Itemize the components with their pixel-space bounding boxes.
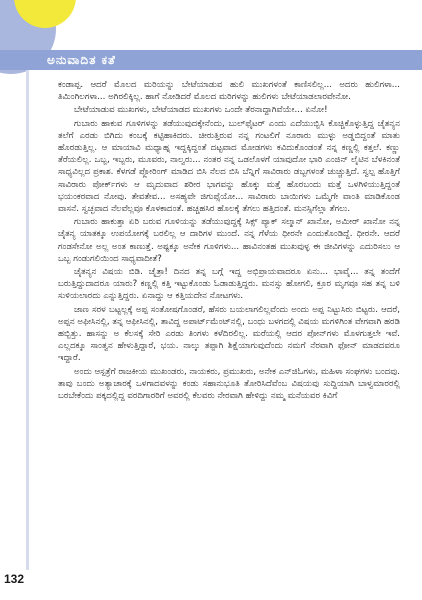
paragraph: ಗುಬಾರು ಹಾಕುತ್ತಾ ಏರಿ ಬರುವ ಗೂಳಿಯನ್ನು ತಡೆಯುವುದ್ದಕ್ಕೆ ಸಿಕ್ಸ್ ಪ್ಯಾಕ್ ಸಲ್ಮಾನ್ ಖಾನೋ, ಅಮೀರ್ ಖಾನೋ ನನ್ನ ಚೈತನ್ಯ ಯಾತಕ್ಕೂ ಉಪಯೋಗಕ್ಕೆ ಬರಲಿಲ್ಲ ಆ ದಾರಿಗಳ ಮುಂದೆ. ನನ್ನ ಗೆಳೆಯ ಧೀರನೇ ಎಂದುಕೊಂಡಿದ್ದೆ. ಧೀರನೇ. ಆದರೆ ಗಂಡಸೇನೋ ಅಲ್ಲ ಅಂತ ಕಾಣುತ್ತೆ. ಅಷ್ಟಕ್ಕೂ ಅನೇಕ ಗೂಳಿಗಳು... ಹಾವಿನಂತಹ ಮುಖವುಳ್ಳ ಈ ಜೀವಿಗಳನ್ನು ಎದುರಿಸಲು ಆ ಒಬ್ಬ ಗಂಡುಗಲಿಯಿಂದ ಸಾಧ್ಯವಾದೀತೆ? — [58, 217, 400, 264]
story-body — [58, 79, 400, 403]
paragraph: ಅಂದು ಆಸ್ಪತ್ರೆಗೆ ರಾಜಕೀಯ ಮುಖಂಡರು, ನಾಯಕರು, ಪ್ರಮುಖರು, ಅನೇಕ ಎನ್‌ಜಿಓಗಳು, ಮಹಿಳಾ ಸಂಘಗಳು ಬಂದವು. ತಾವು ಬಂದು ಅತ್ಯಾಚಾರಕ್ಕೆ ಒಳಗಾದವಳನ್ನು ಕಂಡು ಸಹಾನುಭೂತಿ ತೋರಿಸಿದೆವೆಂಬ ವಿಷಯವು ಸುದ್ದಿಯಾಗಿ ಬಾಳ್ವಮಾರರಲ್ಲಿ ಬರಬೇಕೆಂದು ಪಕ್ಕದಲ್ಲಿದ್ದ ವರದಿಗಾರರಿಗೆ ಅವರಲ್ಲಿ ಕೆಲವರು ನೇರವಾಗಿ ಹೇಳಿದ್ದು ನಮ್ಮ ಮನೆಯವರ ಕಿವಿಗೆ — [58, 366, 400, 402]
left-margin-rule — [26, 70, 29, 570]
page-number: 132 — [4, 572, 25, 586]
paragraph: ಬೇಟೆಯಾಡುವ ಮುಖಗಳು, ಬೇಟೆಯಾಡದ ಮುಖಗಳು ಒಂದೇ ತೆರನಾದ್ದಾಗಿವೆಯೇ... ಏನೋ! — [74, 105, 328, 116]
paragraph: ಕಂಡಾಪ್ಪ. ಆದರೆ ಮೊಲದ ಮರಿಯನ್ನು ಬೇಟೆಯಾಡುವ ಹುಲಿ ಮುಖಗಳಂತೆ ಕಾಣಿಸಲಿಲ್ಲ... ಅದರು ಹುಲಿಗಳಾ... ತಿಮಿಂಗಿಲಗಳಾ... ಅಗಿರಲಿಕ್ಕಿಲ್ಲ. ಹಾಗೆ ನೋಡಿದರೆ ಮೊಲದ ಮರಿಗಳನ್ನು ಹುಲಿಗಳು ಬೇಟೆಯಾಡಲಾರವೇನೋ. — [58, 80, 400, 103]
section-title: ಅನುವಾದಿತ ಕತೆ — [47, 53, 116, 67]
paragraph: ಚೈತನ್ಯನ ವಿಷಯ ಬಿಡಿ. ಚೈತ್ರಾ! ದಿನದ ತನ್ನ ಬಗ್ಗೆ ಇದ್ದ ಅಭಿಪ್ರಾಯವಾದರೂ ಏನು... ಭಾವೈ... ತನ್ನ ತಂದೆಗೆ ಬರುತ್ತಿದ್ದುದಾದರೂ ಯಾರು? ಕಣ್ಣಲ್ಲಿ ಕತ್ತಿ ಇಟ್ಟುಕೊಂಡು ಓಡಾಡುತ್ತಿದ್ದರು. ಮನಸ್ಸು ಹೋಗಲಿ, ಕ್ರೂರ ಮೃಗವೂ ಸಹ ತನ್ನ ಬಳಿ ಸುಳಿಯಲಾರದು ಎನ್ನುತ್ತಿದ್ದರು. ಏನಾದ್ದು ಆ ಕತ್ತಿಯದೇನ ನೋಟಗಳು. — [58, 267, 400, 302]
paragraph: ಗುಬಾರು ಹಾಕುವ ಗೂಳಿಗಳನ್ನು ತಡೆಯುವುದಕ್ಕೇನೆಂದು, ಬುಲ್‌ಫೈಟರ್ ಎಂದು ಎದೆಯುಬ್ಬಿಸಿ ಕೊಚ್ಚಿಕೊಳ್ಳುತ್ತಿದ್ದ ಚೈತನ್ಯನ ತಲೆಗೆ ಎರಡು ಬಿಗಿದು ಕಂಬಕ್ಕೆ ಕಟ್ಟಿಹಾಕಿದರು. ಚೀರುತ್ತಿರುವ ನನ್ನ ಗಂಟಲಿಗೆ ನೂರಾರು ಮುಳ್ಳು ಅಡ್ಡಬಿದ್ದಂತೆ ಮಾತು ಹೊರಡುತ್ತಿಲ್ಲ. ಆ ಮಾಯಾವಿ ಮಧ್ಯಾಹ್ನ ಇದ್ದಕ್ಕಿದ್ದಂತೆ ದಟ್ಟವಾದ ಮೋಡಗಳು ಕವಿದುಕೊಂಡಂತೆ ನನ್ನ ಕಣ್ಣಲ್ಲಿ ಕತ್ತಲೆ. ಕಣ್ಣು ತೆರೆಯಲಿಲ್ಲ. ಒಬ್ಬ, ಇಬ್ಬರು, ಮೂವರು, ನಾಲ್ವರು... ನಂತರ ನನ್ನ ಒಡಲೊಳಗೆ ಯಾವುದೋ ಭಾರಿ ಎಂಜಿನ್ ಲೈಟಿನ ಬೆಳಕಿನಂತೆ ಸಾಧ್ಯವಿಲ್ಲದ ಪ್ರಕಾಶ. ಕೆಳಗಡೆ ಪ್ಲೋರಿಂಗ್ ಮಾಡಿದ ಬಿಸಿ ನೆಲದ ಬಿಸಿ ಬೆನ್ನಿಗೆ ಸಾವಿರಾರು ಡಬ್ಬಗಳಂತೆ ಚುಚ್ಚುತ್ತಿದೆ. ಸ್ವಲ್ಪ ಹೊತ್ತಿಗೆ ಸಾವಿರಾರು ಪೋರ್ಕ್‌ಗಳು ಆ ಮೃದುವಾದ ಶರೀರ ಭಾಗವನ್ನು ಹೊಕ್ಕು ಮತ್ತೆ ಹೊರಬಂದು ಮತ್ತೆ ಒಳಗಿಳಿಯುತ್ತಿದ್ದಂತೆ ಭಯಂಕರವಾದ ನೋವು. ತೇವತೇವ... ಅಸಹ್ಯವೇ ಜಿಗುಪ್ಸೆಯೋ... ಸಾವಿರಾರು ಬಾಯಿಗಳು ಒಮ್ಮೆಗೇ ವಾಂತಿ ಮಾಡಿಕೊಂಡ ವಾಸನೆ. ಸ್ವಚ್ಛವಾದ ನೆಲವೆಲ್ಲವೂ ಕೊಳಕಾದಂತೆ. ಹಚ್ಚಹಸಿರ ಹೊಲಕ್ಕೆ ತೆಗಲು ಹತ್ತಿದಂತೆ. ಮನಸ್ಸಿಗೆಲ್ಲಾ ತೆಗಲು. — [58, 118, 400, 215]
paragraph: ಜಾಣ ಸರಳ ಬಟ್ಟಲ್ಲಕ್ಕೆ ಅಪ್ಪ ಸಂತೋಷಗೊಂಡರೆ, ಹೆಸರು ಬಯಲಾಗಲಿಲ್ಲವೆಂದು ಅಂದು ಅಪ್ಪ ನಿಟ್ಟುಸಿರು ಬಿಟ್ಟರು. ಆದರೆ, ಅಪ್ಪನ ಅಫೀಸಿನಲ್ಲಿ, ತನ್ನ ಆಫೀಸಿನಲ್ಲಿ, ತಾವಿದ್ದ ಅಪಾರ್ಟ್‌ಮೆಂಟ್‌ನಲ್ಲಿ, ಬಂಧು ಬಳಗದಲ್ಲಿ ವಿಷಯ ಮಗಳಿಗಿಂತ ವೇಗವಾಗಿ ಹರಡಿ ಹಬ್ಬಿತ್ತು. ಹಾಸನ್ನು ಅ ಕೆಲಸಕ್ಕೆ ಸೇರಿ ಎರಡು ತಿಂಗಳು ಕಳೆದಿರಲಿಲ್ಲ. ಮರೆಯಲ್ಲಿ ಆದರ ಪೋನ್‌ಗಳು ಮೊಳಗುತ್ತಲೇ ಇವೆ. ಎಲ್ಲದಕ್ಕೂ ಸಾಂತ್ವನ ಹೇಳುತ್ತಿದ್ದಾರೆ, ಭಯ. ನಾಲ್ಕು ತಪ್ಪಾಗಿ ಶಿಕ್ಷೆಯಾಗುವುದೆಂದು ನಮಗೆ ನೆರವಾಗಿ ಫೋನ್ ಮಾಡದವರೂ ಇದ್ದಾರೆ. — [58, 304, 400, 364]
